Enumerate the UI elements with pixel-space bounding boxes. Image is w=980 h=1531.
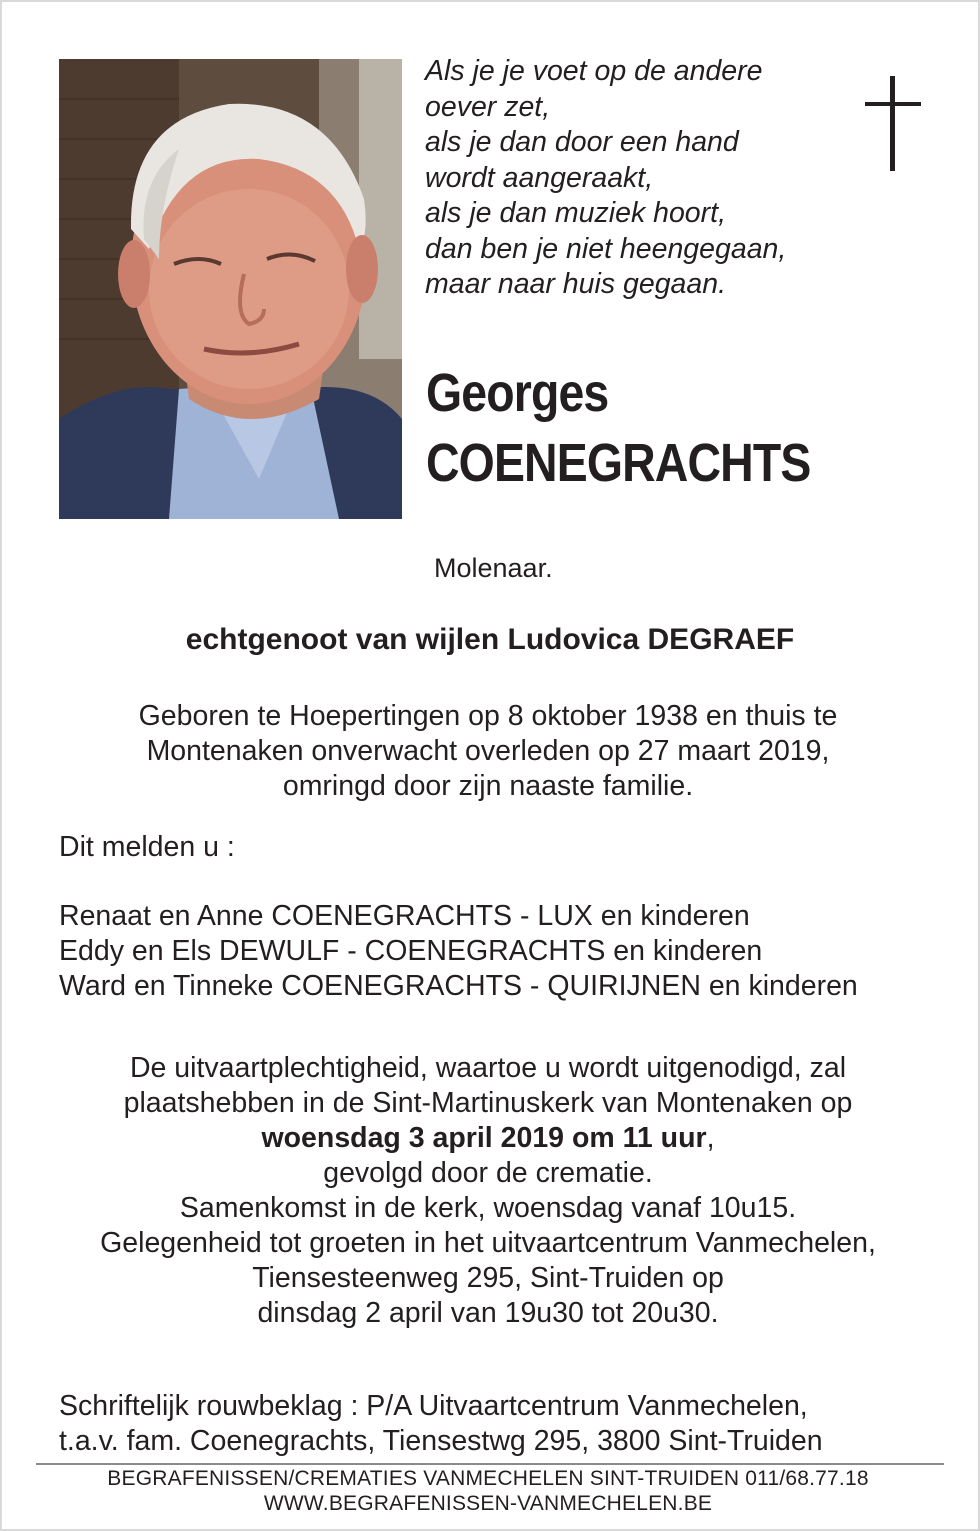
- poem: [425, 54, 855, 303]
- family-member: Renaat en Anne COENEGRACHTS - LUX en kinderen: [59, 900, 750, 932]
- family-member: Ward en Tinneke COENEGRACHTS - QUIRIJNEN en kinderen: [59, 970, 858, 1002]
- poem-line: als je dan door een hand: [425, 126, 739, 158]
- funeral-date-line: [0, 1121, 976, 1156]
- funeral-date-suffix: ,: [706, 1122, 715, 1154]
- family-member: Eddy en Els DEWULF - COENEGRACHTS en kinderen: [59, 935, 763, 967]
- poem-line: als je dan muziek hoort,: [425, 197, 726, 229]
- funeral-line: Gelegenheid tot groeten in het uitvaartcentrum Vanmechelen,: [100, 1227, 876, 1259]
- portrait-photo: [59, 59, 402, 519]
- condolence-line: Schriftelijk rouwbeklag : P/A Uitvaartcentrum Vanmechelen,: [59, 1390, 808, 1422]
- spouse-line: echtgenoot van wijlen Ludovica DEGRAEF: [185, 623, 795, 656]
- birth-death-line: omringd door zijn naaste familie.: [282, 770, 694, 802]
- footer-company: BEGRAFENISSEN/CREMATIES VANMECHELEN SINT-TRUIDEN 011/68.77.18: [107, 1467, 869, 1490]
- funeral-details: [0, 1051, 976, 1331]
- birth-death-line: Geboren te Hoepertingen op 8 oktober 1938 en thuis te: [138, 700, 838, 732]
- birth-death-text: [0, 699, 976, 804]
- funeral-line: dinsdag 2 april van 19u30 tot 20u30.: [257, 1297, 719, 1329]
- poem-line: dan ben je niet heengegaan,: [425, 232, 787, 265]
- funeral-line: De uitvaartplechtigheid, waartoe u wordt uitgenodigd, zal: [129, 1052, 847, 1084]
- family-list: [59, 899, 858, 1004]
- funeral-line: plaatshebben in de Sint-Martinuskerk van Montenaken op: [123, 1087, 853, 1119]
- funeral-date: woensdag 3 april 2019 om 11 uur: [261, 1122, 707, 1154]
- occupation: Molenaar.: [434, 553, 553, 583]
- cross-icon: [865, 76, 921, 171]
- poem-line: maar naar huis gegaan.: [425, 268, 727, 300]
- poem-line: Als je je voet op de andere: [425, 55, 763, 87]
- deceased-name: [426, 358, 810, 498]
- first-name: Georges: [426, 363, 609, 423]
- last-name: COENEGRACHTS: [426, 433, 811, 493]
- funeral-line: gevolgd door de crematie.: [323, 1157, 653, 1189]
- funeral-line: Tiensesteenweg 295, Sint-Truiden op: [252, 1262, 724, 1294]
- footer-website: WWW.BEGRAFENISSEN-VANMECHELEN.BE: [263, 1492, 713, 1515]
- poem-line: wordt aangeraakt,: [425, 161, 654, 194]
- condolence-line: t.a.v. fam. Coenegrachts, Tiensestwg 295, 3800 Sint-Truiden: [59, 1425, 823, 1457]
- footer: [0, 1466, 976, 1516]
- announcement: Dit melden u :: [59, 831, 235, 863]
- birth-death-line: Montenaken onverwacht overleden op 27 maart 2019,: [146, 735, 830, 767]
- funeral-line: Samenkomst in de kerk, woensdag vanaf 10u15.: [179, 1192, 797, 1224]
- footer-divider: [36, 1463, 944, 1465]
- poem-line: oever zet,: [425, 90, 551, 123]
- condolence-address: [59, 1389, 823, 1459]
